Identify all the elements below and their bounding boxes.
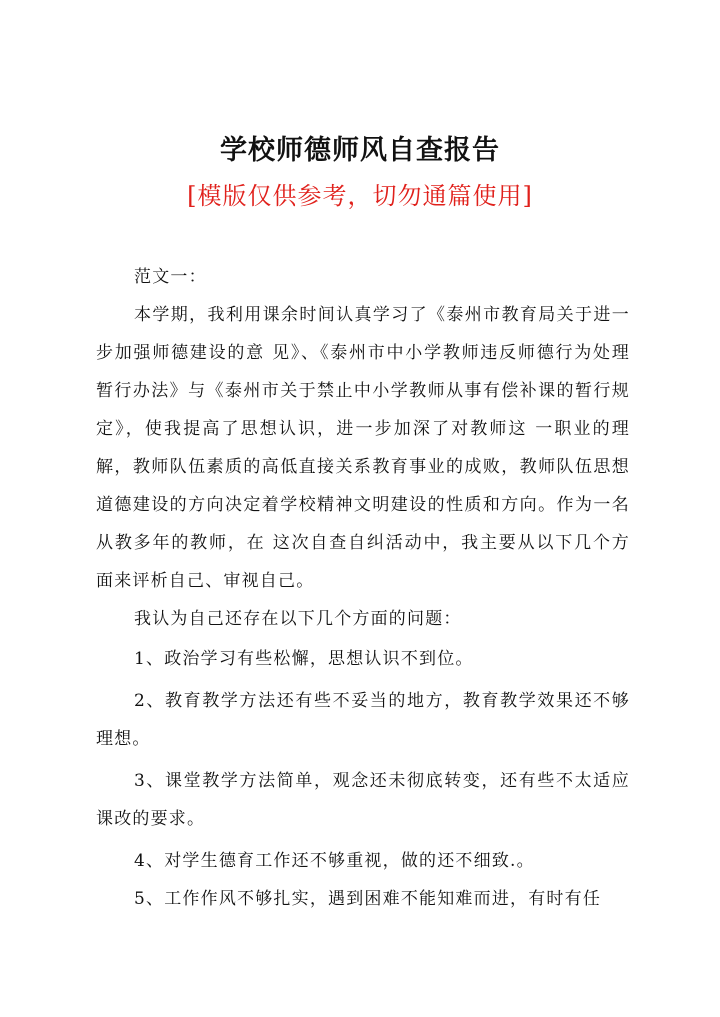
document-title: 学校师德师风自查报告 — [220, 135, 500, 166]
main-paragraph: 本学期，我利用课余时间认真学习了《泰州市教育局关于进一步加强师德建设的意 见》、《泰州市中小学教师违反师德行为处理暂行办法》与《泰州市关于禁止中小学教师从事有偿补课的暂行规定》，使我提高了思想认识，进一步加深了对教师这 一职业的理解，教师队伍素质的高低直接关系教育事业的成败，教师队伍思想道德建设的方向决定着学校精神文明建设的性质和方向。作为一名从教多年的教师，在 这次自查自纠活动中，我主要从以下几个方面来评析自己、审视自己。 — [96, 305, 630, 591]
issues-intro: 我认为自己还存在以下几个方面的问题： — [134, 609, 462, 629]
issue-item-2: 2、教育教学方法还有些不妥当的地方，教育教学效果还不够理想。 — [96, 691, 630, 749]
issue-item-5: 5、工作作风不够扎实，遇到困难不能知难而进，有时有任 — [134, 889, 602, 909]
issue-item-4: 4、对学生德育工作还不够重视，做的还不细致.。 — [134, 851, 535, 871]
section-label: 范文一： — [134, 267, 207, 287]
issue-item-3: 3、课堂教学方法简单，观念还未彻底转变，还有些不太适应课改的要求。 — [96, 771, 630, 829]
issue-item-1: 1、政治学习有些松懈，思想认识不到位。 — [134, 649, 474, 669]
template-notice: [模版仅供参考，切勿通篇使用] — [187, 182, 533, 210]
